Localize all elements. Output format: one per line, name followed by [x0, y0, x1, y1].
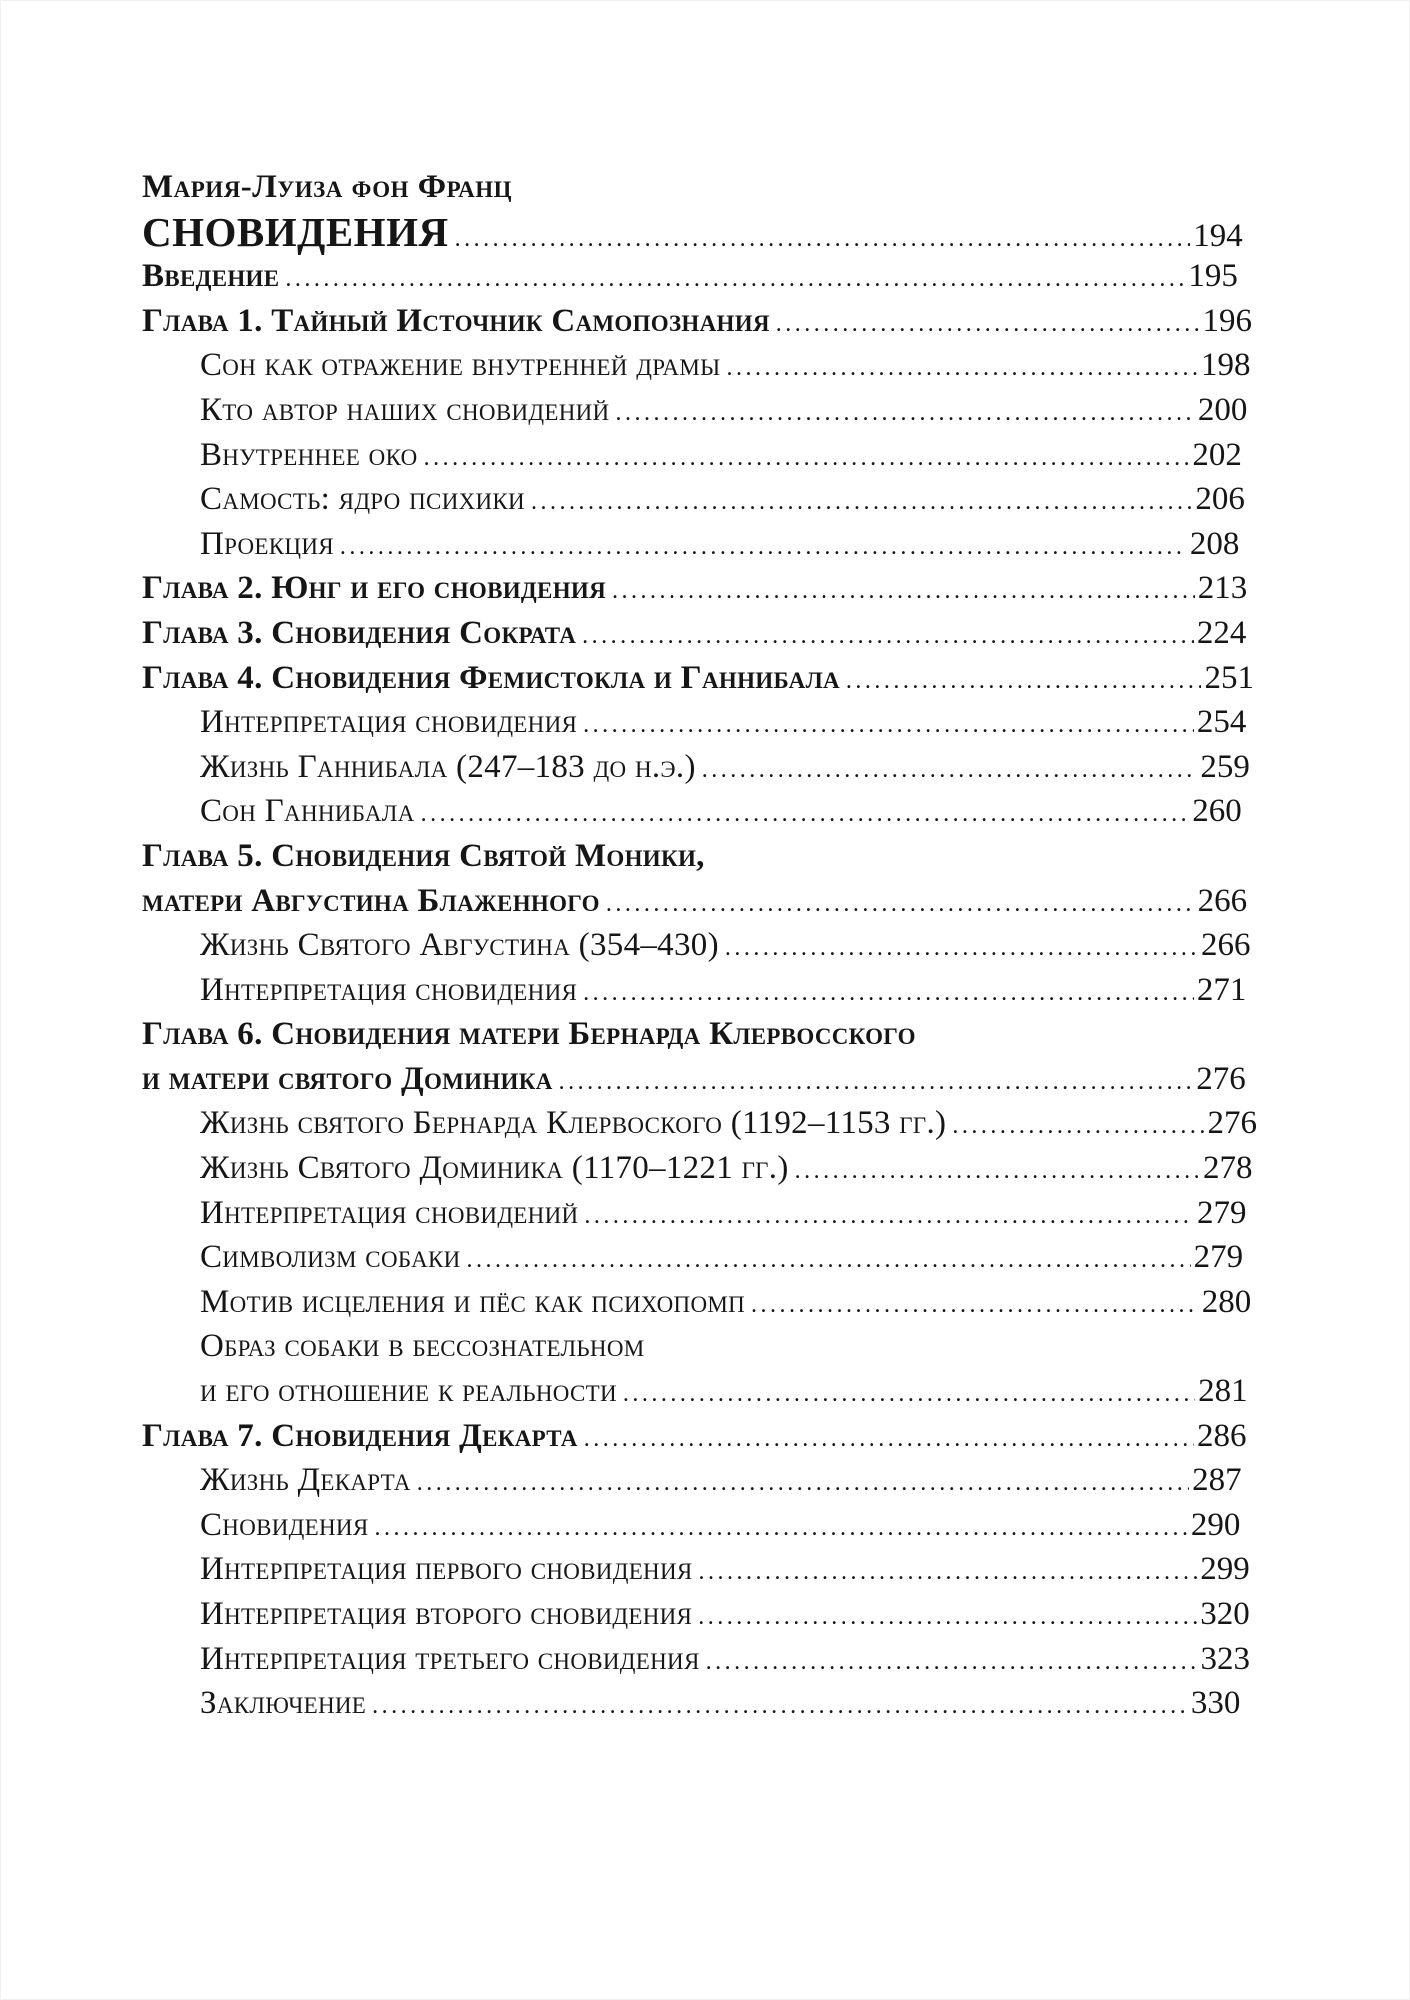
toc-leader-dots [606, 882, 1195, 927]
toc-leader-dots [417, 1461, 1189, 1506]
toc-page-number: 213 [1197, 570, 1248, 607]
toc-entry-label: Мотив исцеления и пёс как психопомп [200, 1283, 746, 1320]
toc-leader-dots [424, 436, 1190, 481]
toc-entry [142, 789, 1242, 834]
toc-entry-label: Жизнь Декарта [200, 1462, 411, 1499]
toc-entry-label: Глава 3. Сновидения Сократа [142, 614, 577, 651]
toc-entry-label: Интерпретация первого сновидения [200, 1551, 693, 1588]
toc-entry [142, 1458, 1242, 1503]
toc-leader-dots [584, 1194, 1194, 1239]
toc-page-number: 278 [1203, 1150, 1253, 1187]
toc-leader-dots [372, 1684, 1188, 1729]
toc-page-number: 202 [1192, 436, 1242, 473]
toc-page-number: 198 [1201, 347, 1251, 384]
toc-leader-dots [583, 703, 1194, 748]
toc-page-number: 280 [1201, 1283, 1252, 1320]
toc-entry-label: Глава 6. Сновидения матери Бернарда Клервосского [142, 1016, 916, 1053]
toc-leader-dots [623, 1372, 1195, 1417]
toc-entry-label: Введение [142, 258, 280, 295]
toc-leader-dots [421, 792, 1190, 837]
toc-entry [142, 700, 1247, 745]
toc-entry-label: Образ собаки в бессознательном [200, 1328, 645, 1365]
toc-entry [142, 208, 1243, 255]
toc-entry-label: Жизнь Ганнибала (247–183 до н.э.) [200, 748, 696, 785]
toc-page-number: 276 [1207, 1105, 1258, 1142]
toc-entry [142, 1637, 1250, 1682]
toc-page-number: 251 [1204, 659, 1254, 696]
toc-page-number: 320 [1200, 1596, 1250, 1632]
toc-leader-dots [698, 1595, 1197, 1640]
toc-entry [142, 254, 1238, 299]
toc-entry [142, 834, 1215, 879]
toc-entry-label: Интерпретация третьего сновидения [200, 1640, 700, 1677]
toc-entry-label: Интерпретация сновидения [200, 704, 578, 741]
toc-entry-label: и матери святого Доминика [142, 1060, 553, 1097]
toc-leader-dots [582, 614, 1194, 659]
toc-page-number: 254 [1196, 704, 1247, 741]
toc-page-number: 196 [1202, 302, 1252, 339]
toc-page-number: 281 [1198, 1373, 1248, 1410]
toc-entry-label: Кто автор наших сновидений [200, 391, 610, 428]
toc-entry-label: Жизнь Святого Доминика (1170–1221 гг.) [200, 1150, 789, 1187]
toc-page-number: 266 [1201, 927, 1251, 964]
toc-entry [142, 522, 1240, 567]
toc-leader-dots [612, 569, 1195, 614]
toc-entry [142, 1414, 1247, 1459]
toc-entry [142, 1681, 1241, 1726]
toc-page-number: 323 [1200, 1640, 1250, 1677]
toc-entry-label: Жизнь Святого Августина (354–430) [200, 927, 719, 964]
toc-entry [142, 1012, 1215, 1057]
toc-leader-dots [559, 1060, 1194, 1105]
toc-entry-label: Заключение [200, 1685, 367, 1722]
toc-page-number: 224 [1196, 614, 1247, 651]
toc-entry [142, 433, 1242, 478]
toc-page-number: 279 [1196, 1194, 1247, 1231]
toc-list [142, 165, 1258, 1726]
toc-page-number: 290 [1190, 1506, 1241, 1543]
toc-entry-label: Глава 1. Тайный Источник Самопознания [142, 302, 770, 339]
toc-page-number: 208 [1189, 525, 1240, 562]
toc-leader-dots [285, 257, 1185, 302]
toc-entry-label: Символизм собаки [200, 1239, 461, 1276]
toc-leader-dots [584, 1417, 1194, 1462]
toc-leader-dots [795, 1149, 1200, 1194]
toc-entry-label: Сон как отражение внутренней драмы [200, 347, 721, 384]
toc-entry [142, 1057, 1246, 1102]
toc-entry-label: СНОВИДЕНИЯ [142, 208, 449, 255]
toc-page-number: 200 [1197, 391, 1248, 428]
toc-leader-dots [726, 346, 1198, 391]
toc-page-number: 271 [1196, 971, 1247, 1008]
toc-leader-dots [702, 748, 1198, 793]
toc-entry-label: Интерпретация второго сновидения [200, 1596, 693, 1632]
toc-page-number: 279 [1193, 1239, 1244, 1276]
toc-entry-label: Проекция [200, 525, 334, 562]
toc-leader-dots [725, 926, 1198, 971]
toc-entry-label: Глава 5. Сновидения Святой Моники, [142, 837, 705, 874]
toc-entry [142, 299, 1252, 344]
toc-entry [142, 343, 1251, 388]
toc-leader-dots [846, 659, 1202, 704]
toc-page-number: 260 [1192, 793, 1242, 830]
toc-page-number: 266 [1197, 882, 1248, 919]
toc-leader-dots [699, 1550, 1198, 1595]
toc-entry [142, 1324, 1215, 1369]
toc-entry [142, 1369, 1248, 1414]
toc-entry-label: Глава 7. Сновидения Декарта [142, 1417, 578, 1454]
toc-page-number: 259 [1200, 748, 1250, 785]
toc-leader-dots [615, 391, 1194, 436]
toc-page-number: 330 [1190, 1685, 1241, 1722]
toc-entry [142, 656, 1254, 701]
toc-entry [142, 1280, 1252, 1325]
toc-entry-label: Интерпретация сновидения [200, 971, 578, 1008]
toc-entry [142, 879, 1248, 924]
toc-page-number: 287 [1192, 1462, 1242, 1499]
toc-page-number: 299 [1200, 1551, 1250, 1588]
toc-entry-label: Мария-Луиза фон Франц [142, 169, 513, 205]
toc-page-number: 194 [1193, 217, 1243, 254]
toc-leader-dots [374, 1506, 1187, 1551]
toc-leader-dots [583, 971, 1194, 1016]
toc-leader-dots [455, 217, 1191, 262]
toc-entry [142, 611, 1247, 656]
toc-entry-label: Глава 2. Юнг и его сновидения [142, 570, 606, 607]
toc-entry-label: Жизнь святого Бернарда Клервоского (1192–1153 гг.) [200, 1105, 947, 1142]
toc-leader-dots [751, 1283, 1199, 1328]
toc-entry-label: Самость: ядро психики [200, 481, 525, 518]
toc-entry-label: и его отношение к реальности [200, 1373, 617, 1410]
toc-entry-label: Интерпретация сновидений [200, 1194, 579, 1231]
toc-entry [142, 477, 1245, 522]
toc-page-number: 206 [1195, 481, 1245, 518]
toc-leader-dots [706, 1640, 1198, 1685]
toc-entry-label: Внутреннее око [200, 436, 418, 473]
toc-leader-dots [952, 1104, 1204, 1149]
toc-entry-label: матери Августина Блаженного [142, 882, 600, 919]
toc-entry [142, 566, 1248, 611]
toc-entry [142, 165, 1215, 210]
toc-leader-dots [531, 480, 1192, 525]
toc-page-number: 276 [1196, 1060, 1246, 1097]
toc-entry [142, 923, 1251, 968]
toc-entry [142, 1101, 1258, 1146]
toc-entry-label: Глава 4. Сновидения Фемистокла и Ганнибала [142, 659, 840, 696]
toc-entry [142, 1235, 1244, 1280]
toc-leader-dots [776, 302, 1200, 347]
toc-entry-label: Сновидения [200, 1506, 369, 1543]
toc-leader-dots [340, 525, 1187, 570]
toc-entry [142, 1146, 1253, 1191]
toc-entry [142, 1191, 1247, 1236]
toc-leader-dots [467, 1238, 1191, 1283]
toc-entry [142, 1503, 1241, 1548]
toc-entry [142, 1592, 1250, 1637]
toc-page-number: 286 [1196, 1417, 1247, 1454]
toc-entry [142, 968, 1247, 1013]
toc-entry [142, 388, 1248, 433]
toc-entry [142, 745, 1250, 790]
toc-page-number: 195 [1188, 258, 1238, 295]
toc-entry [142, 1547, 1250, 1592]
toc-entry-label: Сон Ганнибала [200, 793, 415, 830]
